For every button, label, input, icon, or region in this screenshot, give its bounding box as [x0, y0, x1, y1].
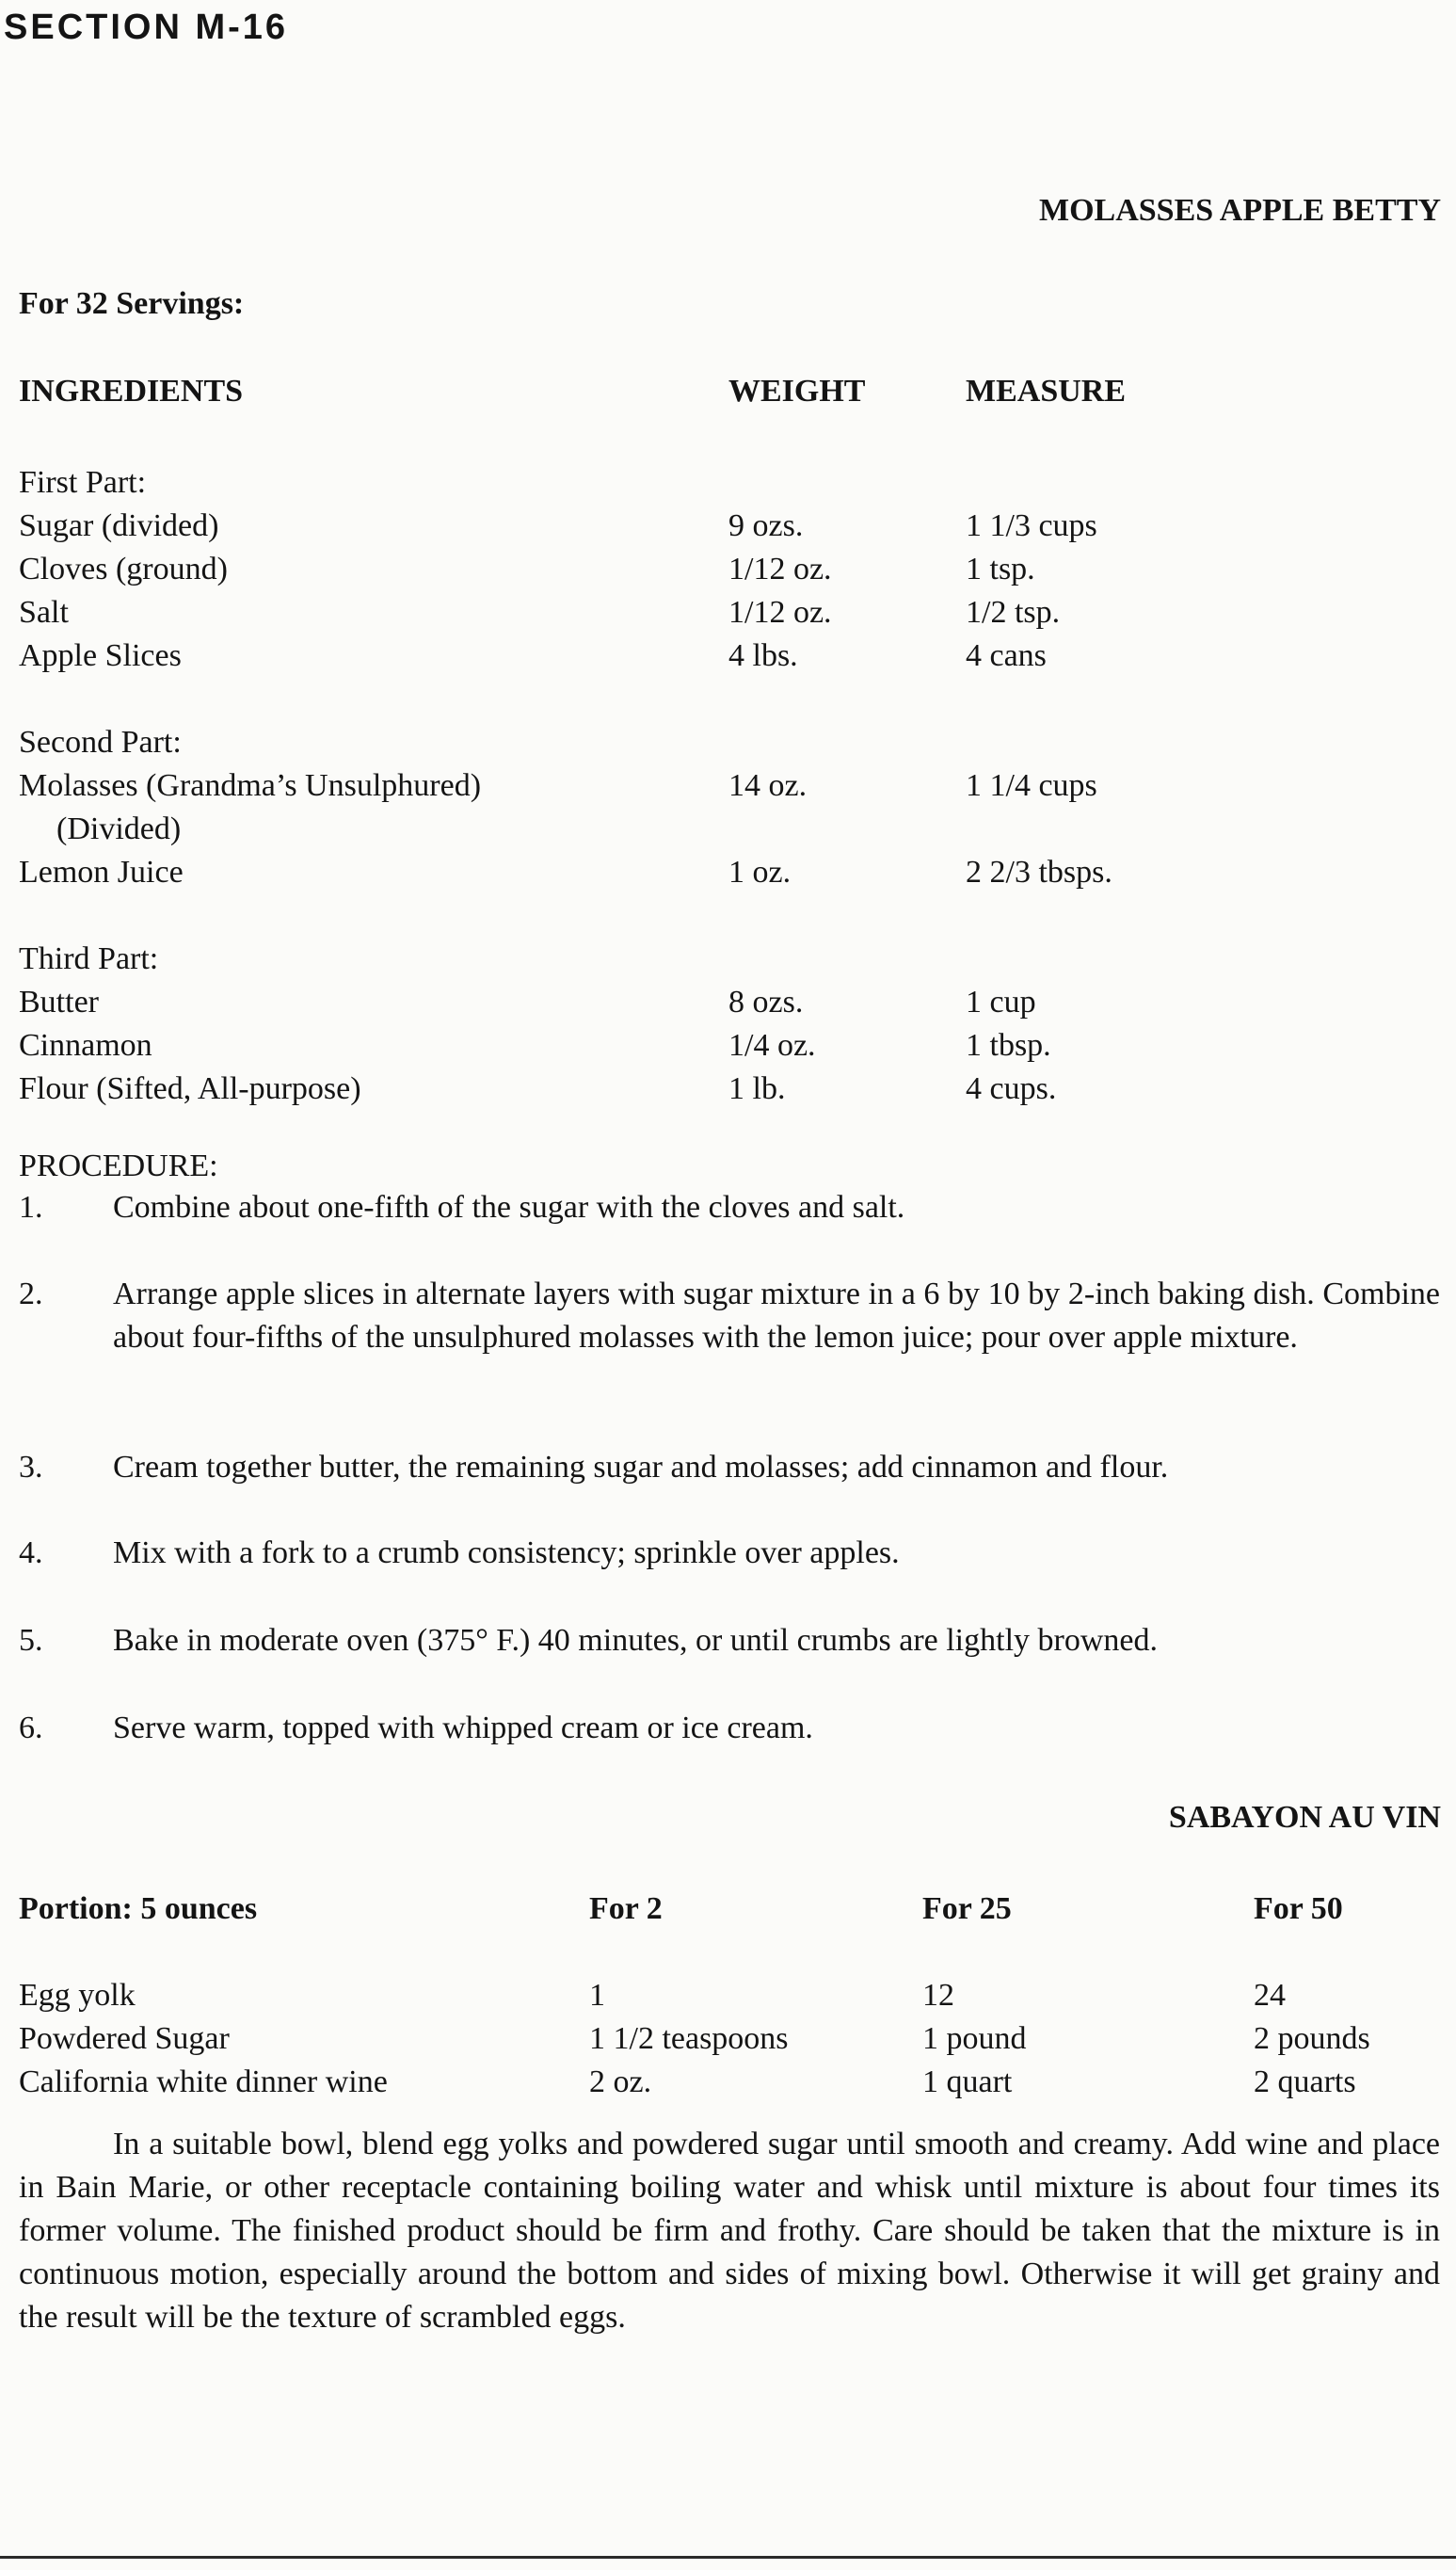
ingredient-row: [19, 721, 1242, 764]
ingredient-weight: 1 oz.: [728, 855, 792, 890]
step-number: 2.: [19, 1277, 43, 1311]
ingredient-weight: 4 lbs.: [728, 638, 798, 673]
ingredient-weight: 1/4 oz.: [728, 1028, 816, 1063]
step-text: Serve warm, topped with whipped cream or ice cream.: [113, 1711, 813, 1745]
for-50-header: For 50: [1254, 1891, 1343, 1926]
ingredient-measure: 1 tbsp.: [966, 1028, 1051, 1063]
bottom-rule: [0, 2556, 1456, 2559]
ingredient-name: First Part:: [19, 465, 147, 500]
ingredient-weight: 1/12 oz.: [728, 595, 832, 630]
step-text: Arrange apple slices in alternate layers with sugar mixture in a 6 by 10 by 2-inch baking dish. Combine about four-fifths of the unsulphured molasses with the lemon juice; pour over apple mixture.: [113, 1277, 1440, 1355]
section-heading: SECTION M-16: [4, 8, 289, 47]
ingredient-name: Butter: [19, 985, 99, 1020]
sabayon-row: [19, 2017, 1440, 2061]
ingredient-row: [19, 981, 1242, 1024]
ingredient-row: [19, 764, 1242, 808]
ingredient-row: [19, 1024, 1242, 1068]
ingredient-measure: 1 1/4 cups: [966, 768, 1097, 803]
measure-header: MEASURE: [966, 374, 1127, 409]
ingredient-measure: 1 1/3 cups: [966, 508, 1097, 543]
ingredient-row: [19, 938, 1242, 981]
ingredient-name: Cinnamon: [19, 1028, 152, 1063]
sabayon-ingredient: Powdered Sugar: [19, 2021, 230, 2056]
ingredient-measure: 4 cans: [966, 638, 1047, 673]
ingredient-row: [19, 808, 1242, 851]
ingredients-table: [19, 461, 1242, 1111]
recipe-title-sabayon-au-vin: SABAYON AU VIN: [1168, 1800, 1441, 1835]
ingredient-measure: 4 cups.: [966, 1071, 1057, 1106]
step-number: 1.: [19, 1190, 43, 1225]
ingredient-row: [19, 461, 1242, 505]
ingredient-name: Cloves (ground): [19, 552, 228, 586]
step-text: Bake in moderate oven (375° F.) 40 minutes, or until crumbs are lightly browned.: [113, 1623, 1158, 1658]
step-text: Combine about one-fifth of the sugar with the cloves and salt.: [113, 1190, 905, 1225]
step-text: Mix with a fork to a crumb consistency; sprinkle over apples.: [113, 1535, 900, 1570]
sabayon-for-2: 1: [589, 1978, 605, 2013]
ingredient-name: Lemon Juice: [19, 855, 184, 890]
ingredients-header: INGREDIENTS: [19, 374, 244, 409]
sabayon-for-50: 24: [1254, 1978, 1286, 2013]
ingredient-weight: 8 ozs.: [728, 985, 804, 1020]
sabayon-for-2: 2 oz.: [589, 2064, 652, 2099]
ingredient-name: Molasses (Grandma’s Unsulphured): [19, 768, 482, 803]
step-number: 6.: [19, 1711, 43, 1745]
procedure-label: PROCEDURE:: [19, 1148, 218, 1183]
sabayon-instructions: In a suitable bowl, blend egg yolks and powdered sugar until smooth and creamy. Add wine and place in Bain Marie, or other receptacle containing boiling water and whisk until mixture is about four times its former volume. The finished product should be firm and frothy. Care should be taken that the mixture is in continuous motion, especially around the bottom and sides of mixing bowl. Otherwise it will get grainy and the result will be the texture of scrambled eggs.: [19, 2127, 1440, 2335]
sabayon-row: [19, 2061, 1440, 2104]
ingredient-weight: 1/12 oz.: [728, 552, 832, 586]
sabayon-row: [19, 1974, 1440, 2017]
sabayon-for-50: 2 pounds: [1254, 2021, 1370, 2056]
sabayon-ingredient: California white dinner wine: [19, 2064, 388, 2099]
sabayon-table: [19, 1974, 1440, 2104]
ingredient-measure: 1 cup: [966, 985, 1036, 1020]
ingredient-name: Flour (Sifted, All-purpose): [19, 1071, 361, 1106]
weight-header: WEIGHT: [728, 374, 866, 409]
step-text: Cream together butter, the remaining sugar and molasses; add cinnamon and flour.: [113, 1450, 1169, 1485]
step-number: 4.: [19, 1535, 43, 1570]
ingredient-row: [19, 548, 1242, 591]
ingredient-spacer: [19, 894, 1242, 938]
for-25-header: For 25: [922, 1891, 1012, 1926]
sabayon-for-25: 12: [922, 1978, 954, 2013]
ingredient-spacer: [19, 678, 1242, 721]
ingredient-weight: 1 lb.: [728, 1071, 786, 1106]
portion-header: Portion: 5 ounces: [19, 1891, 258, 1926]
ingredient-name: (Divided): [56, 811, 182, 846]
ingredient-row: [19, 634, 1242, 678]
ingredient-name: Second Part:: [19, 725, 182, 760]
step-number: 5.: [19, 1623, 43, 1658]
ingredient-name: Sugar (divided): [19, 508, 219, 543]
sabayon-for-25: 1 pound: [922, 2021, 1027, 2056]
ingredient-measure: 1/2 tsp.: [966, 595, 1061, 630]
ingredient-name: Apple Slices: [19, 638, 182, 673]
recipe-title-molasses-apple-betty: MOLASSES APPLE BETTY: [1038, 193, 1441, 228]
sabayon-ingredient: Egg yolk: [19, 1978, 136, 2013]
ingredient-weight: 14 oz.: [728, 768, 808, 803]
ingredient-measure: 1 tsp.: [966, 552, 1035, 586]
ingredient-name: Salt: [19, 595, 69, 630]
ingredient-row: [19, 591, 1242, 634]
for-2-header: For 2: [589, 1891, 663, 1926]
ingredient-row: [19, 1068, 1242, 1111]
ingredient-measure: 2 2/3 tbsps.: [966, 855, 1112, 890]
servings-label: For 32 Servings:: [19, 286, 245, 321]
ingredient-row: [19, 851, 1242, 894]
sabayon-for-25: 1 quart: [922, 2064, 1013, 2099]
sabayon-for-2: 1 1/2 teaspoons: [589, 2021, 789, 2056]
ingredient-weight: 9 ozs.: [728, 508, 804, 543]
ingredient-row: [19, 505, 1242, 548]
sabayon-for-50: 2 quarts: [1254, 2064, 1356, 2099]
ingredient-name: Third Part:: [19, 941, 159, 976]
step-number: 3.: [19, 1450, 43, 1485]
